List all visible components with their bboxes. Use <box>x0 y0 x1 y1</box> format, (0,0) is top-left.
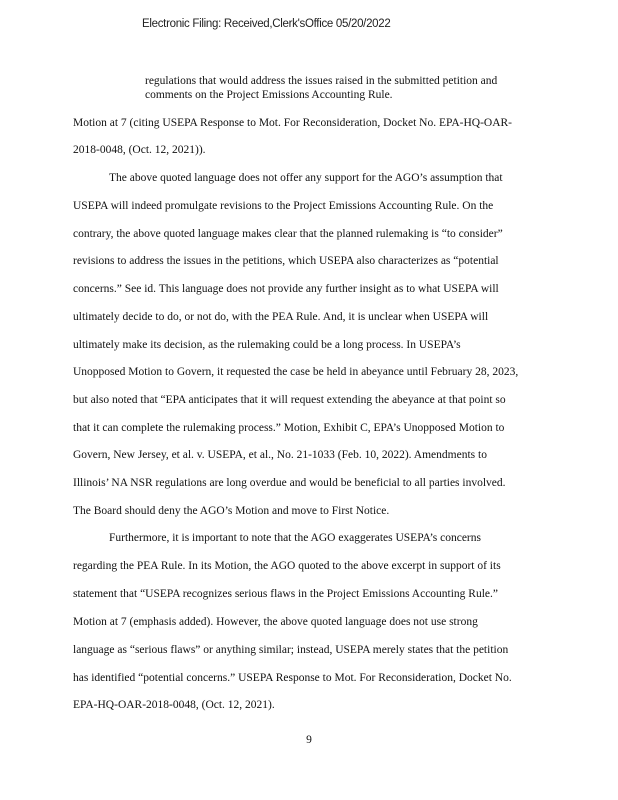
text-line: Motion at 7 (citing USEPA Response to Mot. For Reconsideration, Docket No. EPA-HQ-OAR- <box>73 117 513 129</box>
text-line: Motion at 7 (emphasis added). However, the above quoted language does not use strong <box>73 616 478 628</box>
text-line: Illinois’ NA NSR regulations are long overdue and would be beneficial to all parties involved. <box>73 477 506 489</box>
text-line: concerns.” See id. This language does not provide any further insight as to what USEPA will <box>73 283 499 295</box>
text-line: has identified “potential concerns.” USEPA Response to Mot. For Reconsideration, Docket No. <box>73 672 512 684</box>
text-line: 2018-0048, (Oct. 12, 2021)). <box>73 144 206 156</box>
filing-stamp: Electronic Filing: Received,Clerk'sOffice 05/20/2022 <box>142 18 391 30</box>
text-line: Unopposed Motion to Govern, it requested the case be held in abeyance until February 28, 2023, <box>73 366 519 378</box>
text-line: Furthermore, it is important to note that the AGO exaggerates USEPA’s concerns <box>109 532 481 544</box>
text-line: contrary, the above quoted language makes clear that the planned rulemaking is “to consider” <box>73 228 503 240</box>
quote-line: regulations that would address the issues raised in the submitted petition and <box>145 75 498 87</box>
text-line: The above quoted language does not offer any support for the AGO’s assumption that <box>109 172 503 184</box>
text-line: USEPA will indeed promulgate revisions to the Project Emissions Accounting Rule. On the <box>73 200 494 212</box>
text-line: Govern, New Jersey, et al. v. USEPA, et al., No. 21-1033 (Feb. 10, 2022). Amendments to <box>73 449 487 461</box>
text-line: that it can complete the rulemaking process.” Motion, Exhibit C, EPA’s Unopposed Motion to <box>73 422 505 434</box>
text-line: revisions to address the issues in the petitions, which USEPA also characterizes as “potential <box>73 255 499 267</box>
text-line: ultimately decide to do, or not do, with the PEA Rule. And, it is unclear when USEPA will <box>73 311 489 323</box>
text-line: EPA-HQ-OAR-2018-0048, (Oct. 12, 2021). <box>73 699 275 711</box>
text-line: ultimately make its decision, as the rulemaking could be a long process. In USEPA’s <box>73 339 461 351</box>
text-line: regarding the PEA Rule. In its Motion, the AGO quoted to the above excerpt in support of its <box>73 560 501 572</box>
text-line: language as “serious flaws” or anything similar; instead, USEPA merely states that the petition <box>73 644 509 656</box>
text-line: statement that “USEPA recognizes serious flaws in the Project Emissions Accounting Rule.” <box>73 588 499 600</box>
text-line: but also noted that “EPA anticipates that it will request extending the abeyance at that point so <box>73 394 506 406</box>
text-line: The Board should deny the AGO’s Motion and move to First Notice. <box>73 505 390 517</box>
page-number: 9 <box>306 734 312 746</box>
quote-line: comments on the Project Emissions Accounting Rule. <box>145 89 393 101</box>
